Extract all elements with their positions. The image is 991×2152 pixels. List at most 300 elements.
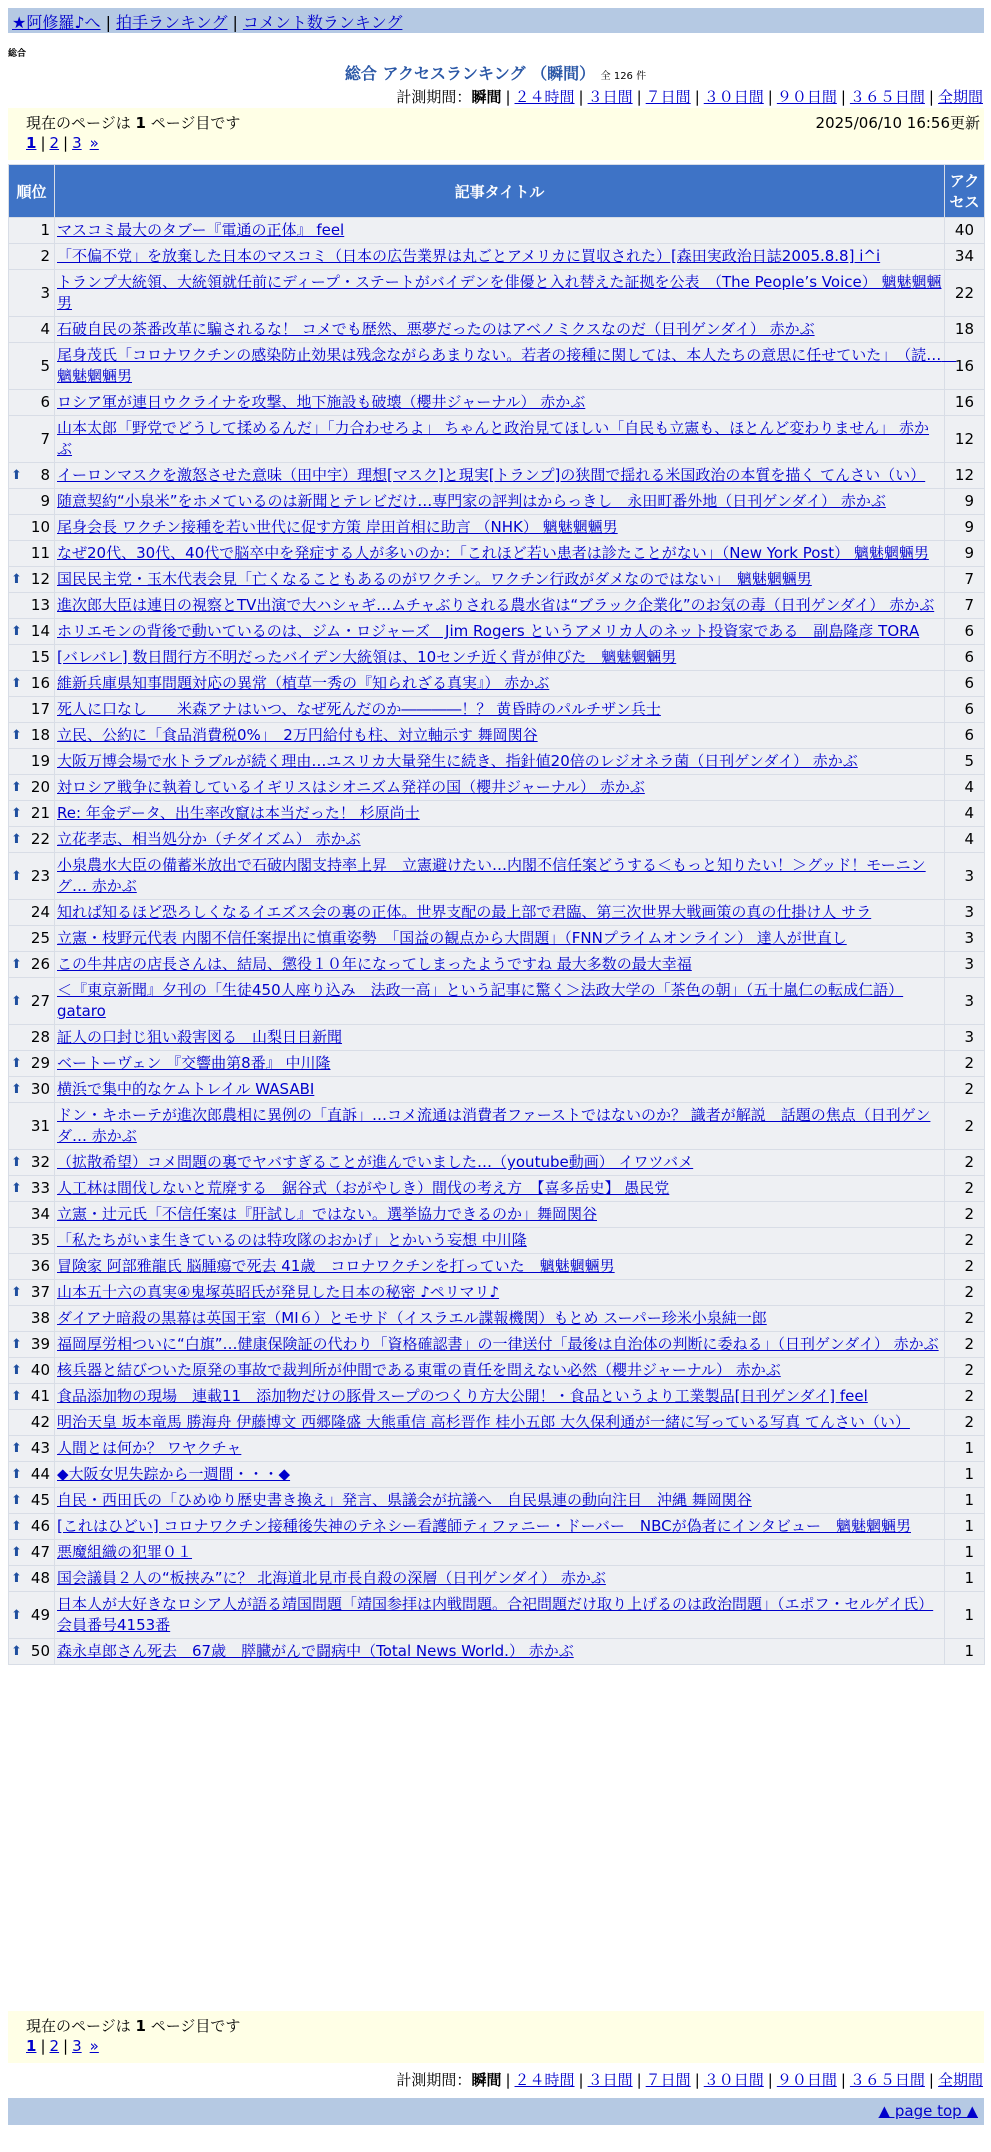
title-cell [55, 952, 945, 978]
period-link-365d[interactable]: ３６５日間 [849, 88, 925, 106]
access-count: 1 [945, 1514, 985, 1540]
period-link-3d[interactable]: ３日間 [587, 88, 633, 106]
article-link[interactable]: 食品添加物の現場 連載11 添加物だけの豚骨スープのつくり方大公開！・食品というより工業製品[日刊ゲンダイ] feel [57, 1387, 868, 1405]
article-link[interactable]: なぜ20代、30代、40代で脳卒中を発症する人が多いのか：「これほど若い患者は診たことがない」（New York Post） 魑魅魍魎男 [57, 544, 929, 562]
article-link[interactable]: 明治天皇 坂本竜馬 勝海舟 伊藤博文 西郷隆盛 大熊重信 高杉晋作 桂小五郎 大久保利通が一緒に写っている写真 てんさい（い） [57, 1413, 910, 1431]
title-cell [55, 926, 945, 952]
rank-number: 15 [30, 648, 50, 666]
access-count: 6 [945, 697, 985, 723]
rank-number: 42 [30, 1413, 50, 1431]
rank-number: 40 [30, 1361, 50, 1379]
access-count: 3 [945, 853, 985, 900]
article-link[interactable]: Re: 年金データ、出生率改竄は本当だった！ 杉原尚士 [57, 804, 420, 822]
ranking-table-body [9, 218, 985, 1665]
access-count: 1 [945, 1592, 985, 1639]
access-count: 7 [945, 567, 985, 593]
access-count: 5 [945, 749, 985, 775]
rank-number: 27 [30, 991, 50, 1010]
period-link-90d[interactable]: ９０日間 [776, 2071, 837, 2089]
table-row [9, 1103, 985, 1150]
rank-number: 18 [30, 726, 50, 744]
article-link[interactable]: 随意契約“小泉米”をホメているのは新聞とテレビだけ…専門家の評判はからっきし 永田町番外地（日刊ゲンダイ） 赤かぶ [57, 492, 886, 510]
rank-cell [9, 775, 55, 801]
rank-number: 6 [40, 393, 50, 411]
title-cell [55, 827, 945, 853]
title-cell [55, 317, 945, 343]
title-cell [55, 463, 945, 489]
rank-up-arrow-icon: ⬆ [11, 868, 22, 884]
rank-cell [9, 541, 55, 567]
article-link[interactable]: ベートーヴェン 『交響曲第8番』 中川隆 [57, 1054, 331, 1072]
rank-cell [9, 1639, 55, 1665]
rank-cell [9, 1228, 55, 1254]
rank-number: 21 [30, 804, 50, 822]
rank-up-arrow-icon: ⬆ [11, 957, 22, 972]
table-row [9, 1540, 985, 1566]
table-row [9, 1280, 985, 1306]
table-row [9, 1358, 985, 1384]
page-top-link[interactable]: ▲ page top ▲ [878, 2102, 978, 2120]
rank-number: 20 [30, 778, 50, 796]
access-count: 3 [945, 926, 985, 952]
period-current: 瞬間 [471, 2071, 502, 2089]
rank-number: 47 [30, 1543, 50, 1561]
rank-cell [9, 1306, 55, 1332]
period-label: 計測期間： [396, 88, 472, 106]
period-link-3d[interactable]: ３日間 [587, 2071, 633, 2089]
rank-up-arrow-icon: ⬆ [11, 1644, 22, 1659]
period-current: 瞬間 [471, 88, 502, 106]
period-link-24h[interactable]: ２４時間 [514, 88, 575, 106]
pagination-top: 1 | 2 | 3 » [26, 134, 99, 152]
page-info-bottom [8, 2011, 984, 2063]
rank-number: 37 [30, 1283, 50, 1301]
rank-cell [9, 1592, 55, 1639]
title-cell [55, 1077, 945, 1103]
access-count: 4 [945, 775, 985, 801]
rank-cell [9, 1488, 55, 1514]
table-row [9, 1025, 985, 1051]
rank-number: 10 [30, 518, 50, 536]
article-link[interactable]: 国民民主党・玉木代表会見「亡くなることもあるのがワクチン。ワクチン行政がダメなのではない」 魑魅魍魎男 [57, 570, 812, 588]
period-selector-bottom: 計測期間：瞬間 | ２４時間 | ３日間 | ７日間 | ３０日間 | ９０日間 | ３６５日間 | 全期間 [396, 2071, 983, 2089]
rank-up-arrow-icon: ⬆ [11, 572, 22, 587]
table-row [9, 1202, 985, 1228]
article-link[interactable]: 核兵器と結びついた原発の事故で裁判所が仲間である東電の責任を問えない必然（櫻井ジャーナル） 赤かぶ [57, 1361, 781, 1379]
rank-cell [9, 343, 55, 390]
article-link[interactable]: 大阪万博会場で水トラブルが続く理由…ユスリカ大量発生に続き、指針値20倍のレジオネラ菌（日刊ゲンダイ） 赤かぶ [57, 752, 858, 770]
page-link-next[interactable]: » [89, 134, 99, 152]
access-count: 2 [945, 1150, 985, 1176]
rank-number: 49 [30, 1605, 50, 1624]
article-link[interactable]: 尾身会長 ワクチン接種を若い世代に促す方策 岸田首相に助言 （NHK） 魑魅魍魎男 [57, 518, 618, 536]
article-link[interactable]: 自民・西田氏の「ひめゆり歴史書き換え」発言、県議会が抗議へ 自民県連の動向注目 沖縄 舞岡関谷 [57, 1491, 752, 1509]
article-link[interactable]: 尾身茂氏「コロナワクチンの感染防止効果は残念ながらあまりない。若者の接種に関しては、本人たちの意思に任せていた」 （読… 魑魅魍魎男 [57, 346, 957, 385]
article-link[interactable]: 維新兵庫県知事問題対応の異常（植草一秀の『知られざる真実』） 赤かぶ [57, 674, 550, 692]
rank-cell [9, 1202, 55, 1228]
title-cell [55, 1436, 945, 1462]
table-row [9, 1488, 985, 1514]
table-row [9, 567, 985, 593]
period-link-30d[interactable]: ３０日間 [703, 2071, 764, 2089]
access-count: 40 [945, 218, 985, 244]
rank-number: 14 [30, 622, 50, 640]
article-link[interactable]: ロシア軍が連日ウクライナを攻撃、地下施設も破壊（櫻井ジャーナル） 赤かぶ [57, 393, 586, 411]
access-count: 6 [945, 619, 985, 645]
access-count: 1 [945, 1436, 985, 1462]
table-row [9, 343, 985, 390]
rank-up-arrow-icon: ⬆ [11, 1363, 22, 1378]
rank-cell [9, 244, 55, 270]
access-count: 1 [945, 1540, 985, 1566]
article-link[interactable]: 立憲・辻元氏「不信任案は『肝試し』ではない。選挙協力できるのか」舞岡関谷 [57, 1205, 598, 1223]
rank-number: 24 [30, 903, 50, 921]
rank-number: 19 [30, 752, 50, 770]
article-link[interactable]: 証人の口封じ狙い殺害図る 山梨日日新聞 [57, 1028, 343, 1046]
page-link-next[interactable]: » [89, 2037, 99, 2055]
title-cell [55, 1202, 945, 1228]
table-row [9, 1150, 985, 1176]
article-link[interactable]: 立民、公約に「食品消費税0%」 2万円給付も柱、対立軸示す 舞岡関谷 [57, 726, 538, 744]
table-row [9, 390, 985, 416]
access-count: 9 [945, 515, 985, 541]
rank-cell [9, 1103, 55, 1150]
title-cell [55, 697, 945, 723]
rank-number: 36 [30, 1257, 50, 1275]
rank-cell [9, 801, 55, 827]
access-count: 18 [945, 317, 985, 343]
rank-cell [9, 1540, 55, 1566]
table-row [9, 978, 985, 1025]
rank-number: 46 [30, 1517, 50, 1535]
rank-number: 2 [40, 247, 50, 265]
rank-up-arrow-icon: ⬆ [11, 806, 22, 821]
rank-up-arrow-icon: ⬆ [11, 1082, 22, 1097]
rank-number: 45 [30, 1491, 50, 1509]
rank-number: 4 [40, 320, 50, 338]
header-access: アクセス [945, 165, 985, 218]
title-cell [55, 853, 945, 900]
access-count: 12 [945, 416, 985, 463]
article-link[interactable]: ドン・キホーテが進次郎農相に異例の「直訴」…コメ流通は消費者ファーストではないのか？ 識者が解説 話題の焦点（日刊ゲンダ… 赤かぶ [57, 1106, 931, 1145]
rank-cell [9, 270, 55, 317]
title-cell [55, 270, 945, 317]
article-link[interactable]: 人工林は間伐しないと荒廃する 鋸谷式（おがやしき）間伐の考え方 【喜多岳史】 愚民党 [57, 1179, 670, 1197]
period-link-24h[interactable]: ２４時間 [514, 2071, 575, 2089]
rank-number: 23 [30, 866, 50, 885]
article-link[interactable]: 悪魔組織の犯罪０１ [57, 1543, 193, 1561]
rank-cell [9, 978, 55, 1025]
access-count: 2 [945, 1228, 985, 1254]
rank-number: 38 [30, 1309, 50, 1327]
total-count: 全 126 件 [600, 71, 647, 82]
title-cell [55, 1051, 945, 1077]
rank-number: 50 [30, 1642, 50, 1660]
rank-cell [9, 723, 55, 749]
period-link-all[interactable]: 全期間 [937, 2071, 983, 2089]
rank-cell [9, 697, 55, 723]
access-count: 3 [945, 952, 985, 978]
title-cell [55, 1358, 945, 1384]
rank-number: 9 [40, 492, 50, 510]
access-count: 9 [945, 489, 985, 515]
rank-cell [9, 317, 55, 343]
table-row [9, 952, 985, 978]
rank-cell [9, 1150, 55, 1176]
period-link-7d[interactable]: ７日間 [645, 2071, 691, 2089]
table-row [9, 270, 985, 317]
page-link-2[interactable]: 2 [49, 2037, 60, 2055]
current-page-text-bottom: 現在のページは 1 ページ目です [26, 2017, 241, 2035]
page-link-3[interactable]: 3 [72, 2037, 82, 2055]
access-count: 1 [945, 1462, 985, 1488]
rank-up-arrow-icon: ⬆ [11, 624, 22, 639]
table-row [9, 853, 985, 900]
table-row [9, 463, 985, 489]
article-link[interactable]: 国会議員２人の“板挟み”に？ 北海道北見市長自殺の深層（日刊ゲンダイ） 赤かぶ [57, 1569, 606, 1587]
rank-cell [9, 1254, 55, 1280]
rank-cell [9, 645, 55, 671]
table-row [9, 1514, 985, 1540]
table-row [9, 900, 985, 926]
article-link[interactable]: 山本太郎「野党でどうして揉めるんだ」「力合わせろよ」 ちゃんと政治見てほしい「自民も立憲も、ほとんど変わりません」 赤かぶ [57, 419, 930, 458]
access-count: 3 [945, 900, 985, 926]
period-link-90d[interactable]: ９０日間 [776, 88, 837, 106]
rank-up-arrow-icon: ⬆ [11, 1607, 22, 1623]
article-link[interactable]: ダイアナ暗殺の黒幕は英国王室（MI６）とモサド（イスラエル諜報機関）もとめ スーパー珍米小泉純一郎 [57, 1309, 767, 1327]
article-link[interactable]: 日本人が大好きなロシア人が語る靖国問題「靖国参拝は内戦問題。合祀問題だけ取り上げるのは政治問題」（エポフ・セルゲイ氏） 会員番号4153番 [57, 1595, 934, 1634]
access-count: 2 [945, 1202, 985, 1228]
article-link[interactable]: 福岡厚労相ついに“白旗”…健康保険証の代わり「資格確認書」の一律送付「最後は自治体の判断に委ねる」（日刊ゲンダイ） 赤かぶ [57, 1335, 939, 1353]
access-count: 6 [945, 723, 985, 749]
article-link[interactable]: この牛丼店の店長さんは、結局、懲役１０年になってしまったようですね 最大多数の最大幸福 [57, 955, 692, 973]
table-row [9, 827, 985, 853]
article-link[interactable]: 立憲・枝野元代表 内閣不信任案提出に慎重姿勢 「国益の観点から大問題」（FNNプライムオンライン） 達人が世直し [57, 929, 847, 947]
title-cell [55, 1592, 945, 1639]
article-link[interactable]: 対ロシア戦争に執着しているイギリスはシオニズム発祥の国（櫻井ジャーナル） 赤かぶ [57, 778, 645, 796]
rank-up-arrow-icon: ⬆ [11, 1337, 22, 1352]
title-cell [55, 1566, 945, 1592]
period-link-30d[interactable]: ３０日間 [703, 88, 764, 106]
table-row [9, 244, 985, 270]
rank-cell [9, 1514, 55, 1540]
rank-cell [9, 567, 55, 593]
rank-up-arrow-icon: ⬆ [11, 728, 22, 743]
article-link[interactable]: 「私たちがいま生きているのは特攻隊のおかげ」とかいう妄想 中川隆 [57, 1231, 527, 1249]
page-link-1[interactable]: 1 [26, 2037, 37, 2055]
rank-number: 3 [40, 283, 50, 302]
rank-number: 5 [40, 356, 50, 375]
access-count: 12 [945, 463, 985, 489]
access-count: 1 [945, 1566, 985, 1592]
nav-link-clap-ranking[interactable]: 拍手ランキング [115, 13, 228, 32]
access-count: 3 [945, 978, 985, 1025]
title-cell [55, 1254, 945, 1280]
rank-cell [9, 853, 55, 900]
article-link[interactable]: イーロンマスクを激怒させた意味（田中宇）理想[マスク]と現実[トランプ]の狭間で揺れる米国政治の本質を描く てんさい（い） [57, 466, 926, 484]
article-link[interactable]: 「不偏不党」を放棄した日本のマスコミ（日本の広告業界は丸ごとアメリカに買収された）[森田実政治日誌2005.8.8] i^i [57, 247, 881, 265]
access-count: 2 [945, 1254, 985, 1280]
article-link[interactable]: ホリエモンの背後で動いているのは、ジム・ロジャーズ Jim Rogers というアメリカ人のネット投資家である 副島隆彦 TORA [57, 622, 920, 640]
title-cell [55, 1540, 945, 1566]
table-row [9, 926, 985, 952]
rank-number: 8 [40, 466, 50, 484]
table-row [9, 416, 985, 463]
rank-cell [9, 1410, 55, 1436]
rank-cell [9, 390, 55, 416]
rank-up-arrow-icon: ⬆ [11, 1493, 22, 1508]
article-link[interactable]: 知れば知るほど恐ろしくなるイエズス会の裏の正体。世界支配の最上部で君臨、第三次世界大戦画策の真の仕掛け人 サラ [57, 903, 872, 921]
article-link[interactable]: ＜『東京新聞』夕刊の「生徒450人座り込み 法政一高」という記事に驚く＞法政大学の「茶色の朝」（五十嵐仁の転成仁語） gataro [57, 981, 904, 1020]
table-row [9, 593, 985, 619]
rank-up-arrow-icon: ⬆ [11, 1181, 22, 1196]
title-cell [55, 1176, 945, 1202]
article-link[interactable]: [バレバレ] 数日間行方不明だったバイデン大統領は、10センチ近く背が伸びた 魑魅魍魎男 [57, 648, 677, 666]
rank-up-arrow-icon: ⬆ [11, 1467, 22, 1482]
rank-up-arrow-icon: ⬆ [11, 1155, 22, 1170]
title-cell [55, 900, 945, 926]
article-link[interactable]: トランプ大統領、大統領就任前にディープ・ステートがバイデンを俳優と入れ替えた証拠を公表 （The People’s Voice） 魑魅魍魎男 [57, 273, 942, 312]
article-link[interactable]: 石破自民の茶番改革に騙されるな！ コメでも歴然、悪夢だったのはアベノミクスなのだ（日刊ゲンダイ） 赤かぶ [57, 320, 815, 338]
rank-number: 16 [30, 674, 50, 692]
access-count: 2 [945, 1176, 985, 1202]
access-count: 34 [945, 244, 985, 270]
table-row [9, 1228, 985, 1254]
title-cell [55, 1228, 945, 1254]
article-link[interactable]: 立花孝志、相当処分か（チダイズム） 赤かぶ [57, 830, 361, 848]
article-link[interactable]: （拡散希望）コメ問題の裏でヤバすぎることが進んでいました…（youtube動画） イワツバメ [57, 1153, 694, 1171]
top-nav-bar [8, 8, 984, 33]
title-cell [55, 1025, 945, 1051]
rank-number: 17 [30, 700, 50, 718]
pagination-bottom: 1 | 2 | 3 » [26, 2037, 99, 2055]
article-link[interactable]: 進次郎大臣は連日の視察とTV出演で大ハシャギ…ムチャぶりされる農水省は“ブラック企業化”のお気の毒（日刊ゲンダイ） 赤かぶ [57, 596, 935, 614]
title-cell [55, 1332, 945, 1358]
rank-cell [9, 1566, 55, 1592]
rank-up-arrow-icon: ⬆ [11, 1545, 22, 1560]
rank-up-arrow-icon: ⬆ [11, 468, 22, 483]
access-count: 7 [945, 593, 985, 619]
rank-cell [9, 463, 55, 489]
title-cell [55, 1462, 945, 1488]
table-row [9, 1410, 985, 1436]
table-row [9, 1176, 985, 1202]
article-link[interactable]: 小泉農水大臣の備蓄米放出で石破内閣支持率上昇 立憲避けたい…内閣不信任案どうする＜もっと知りたい！＞グッド！モーニング… 赤かぶ [57, 856, 926, 895]
rank-cell [9, 827, 55, 853]
rank-number: 12 [30, 570, 50, 588]
access-count: 2 [945, 1410, 985, 1436]
article-link[interactable]: 冒険家 阿部雅龍氏 脳腫瘍で死去 41歳 コロナワクチンを打っていた 魑魅魍魎男 [57, 1257, 615, 1275]
article-link[interactable]: 横浜で集中的なケムトレイル WASABI [57, 1080, 315, 1098]
rank-cell [9, 1025, 55, 1051]
period-label: 計測期間： [396, 2071, 472, 2089]
article-link[interactable]: マスコミ最大のタブー『電通の正体』 feel [57, 221, 345, 239]
rank-number: 41 [30, 1387, 50, 1405]
table-row [9, 1639, 985, 1665]
article-link[interactable]: 森永卓郎さん死去 67歳 膵臓がんで闘病中（Total News World.） 赤かぶ [57, 1642, 574, 1660]
title-cell [55, 343, 957, 390]
page-link-1[interactable]: 1 [26, 134, 37, 152]
access-count: 2 [945, 1280, 985, 1306]
title-cell [55, 1150, 945, 1176]
rank-cell [9, 1280, 55, 1306]
title-cell [55, 416, 945, 463]
period-link-7d[interactable]: ７日間 [645, 88, 691, 106]
access-count: 6 [945, 645, 985, 671]
rank-number: 22 [30, 830, 50, 848]
table-row [9, 697, 985, 723]
rank-cell [9, 1176, 55, 1202]
rank-cell [9, 1051, 55, 1077]
title-cell [55, 390, 945, 416]
table-row [9, 541, 985, 567]
rank-cell [9, 489, 55, 515]
access-count: 9 [945, 541, 985, 567]
title-cell [55, 1306, 945, 1332]
nav-link-comment-ranking[interactable]: コメント数ランキング [242, 13, 403, 32]
table-row [9, 723, 985, 749]
article-link[interactable]: 死人に口なし 米森アナはいつ、なぜ死んだのか――――！？ 黄昏時のパルチザン兵士 [57, 700, 661, 718]
access-count: 2 [945, 1077, 985, 1103]
title-cell [55, 541, 945, 567]
table-row [9, 619, 985, 645]
title-cell [55, 801, 945, 827]
rank-up-arrow-icon: ⬆ [11, 1285, 22, 1300]
title-cell [55, 1410, 945, 1436]
page-link-2[interactable]: 2 [49, 134, 60, 152]
rank-up-arrow-icon: ⬆ [11, 1056, 22, 1071]
table-row [9, 671, 985, 697]
article-link[interactable]: ◆大阪女児失踪から一週間・・・◆ [57, 1465, 291, 1483]
table-row [9, 1462, 985, 1488]
rank-cell [9, 926, 55, 952]
rank-number: 30 [30, 1080, 50, 1098]
access-count: 22 [945, 270, 985, 317]
nav-link-asyura[interactable]: ★阿修羅♪へ [12, 13, 101, 32]
title-cell [55, 645, 945, 671]
rank-number: 33 [30, 1179, 50, 1197]
title-cell [55, 593, 945, 619]
title-cell [55, 723, 945, 749]
page-link-3[interactable]: 3 [72, 134, 82, 152]
rank-cell [9, 1384, 55, 1410]
title-cell [55, 1384, 945, 1410]
rank-cell [9, 1436, 55, 1462]
updated-timestamp: 2025/06/10 16:56更新 [815, 114, 980, 132]
article-link[interactable]: [これはひどい] コロナワクチン接種後失神のテネシー看護師ティファニー・ドーバー NBCが偽者にインタビュー 魑魅魍魎男 [57, 1517, 911, 1535]
article-link[interactable]: 人間とは何か？ ワヤクチャ [57, 1439, 242, 1457]
table-header-row [9, 165, 985, 218]
table-row [9, 1077, 985, 1103]
access-count: 4 [945, 827, 985, 853]
period-link-all[interactable]: 全期間 [937, 88, 983, 106]
access-count: 1 [945, 1639, 985, 1665]
table-row [9, 1592, 985, 1639]
article-link[interactable]: 山本五十六の真実④鬼塚英昭氏が発見した日本の秘密 ♪ペリマリ♪ [57, 1283, 500, 1301]
rank-up-arrow-icon: ⬆ [11, 832, 22, 847]
table-row [9, 1332, 985, 1358]
title-cell [55, 1103, 945, 1150]
rank-number: 13 [30, 596, 50, 614]
ranking-table [8, 164, 985, 1665]
period-link-365d[interactable]: ３６５日間 [849, 2071, 925, 2089]
rank-cell [9, 218, 55, 244]
title-cell [55, 244, 945, 270]
rank-number: 34 [30, 1205, 50, 1223]
title-cell [55, 1488, 945, 1514]
period-selector-top: 計測期間：瞬間 | ２４時間 | ３日間 | ７日間 | ３０日間 | ９０日間 | ３６５日間 | 全期間 [396, 88, 983, 106]
access-count: 1 [945, 1488, 985, 1514]
